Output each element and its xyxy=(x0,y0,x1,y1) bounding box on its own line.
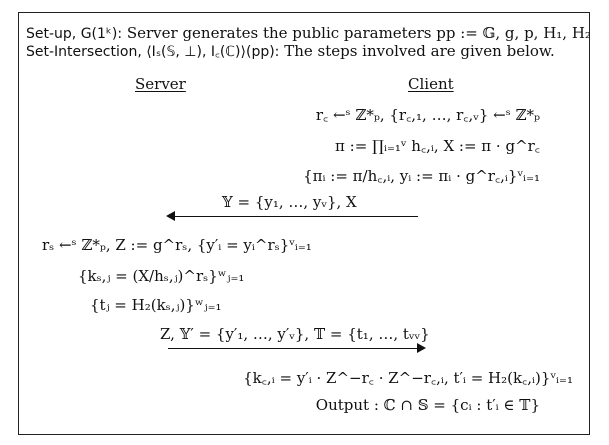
client-final-step-1: {k꜀,ᵢ = y′ᵢ · Z^−r꜀ · Z^−r꜀,ᵢ, t′ᵢ = H₂(k꜀,ᵢ)}ᵛᵢ₌₁ xyxy=(243,369,573,387)
intersection-label: Set-Intersection, ⟨Iₛ(𝕊, ⊥), I꜀(ℂ)⟩(pp): xyxy=(26,44,280,60)
client-step-1: r꜀ ←ˢ ℤ*ₚ, {r꜀,₁, …, r꜀,ᵥ} ←ˢ ℤ*ₚ xyxy=(315,106,540,124)
client-column-heading: Client xyxy=(408,75,454,93)
setup-line xyxy=(26,24,591,43)
client-step-2: π := ∏ᵢ₌₁ᵛ h꜀,ᵢ, X := π · g^r꜀ xyxy=(335,137,540,155)
client-output: Output : ℂ ∩ 𝕊 = {cᵢ : t′ᵢ ∈ 𝕋} xyxy=(315,396,540,414)
setup-text: Server generates the public parameters pp := 𝔾, g, p, H₁, H₂ xyxy=(126,24,591,42)
client-step-3: {πᵢ := π/h꜀,ᵢ, yᵢ := πᵢ · g^r꜀,ᵢ}ᵛᵢ₌₁ xyxy=(303,167,540,185)
arrow-server-to-client xyxy=(168,348,424,349)
setup-label: Set-up, G(1ᵏ): xyxy=(26,26,123,42)
intersection-text: The steps involved are given below. xyxy=(284,42,555,60)
server-column-heading: Server xyxy=(135,75,186,93)
intersection-line xyxy=(26,42,555,61)
server-step-2: {kₛ,ⱼ = (X/hₛ,ⱼ)^rₛ}ʷⱼ₌₁ xyxy=(78,267,245,285)
arrow-client-to-server xyxy=(168,216,418,217)
server-step-3: {tⱼ = H₂(kₛ,ⱼ)}ʷⱼ₌₁ xyxy=(90,296,222,314)
message-to-client: Z, 𝕐′ = {y′₁, …, y′ᵥ}, 𝕋 = {t₁, …, tᵥᵥ} xyxy=(160,325,430,343)
message-to-server: 𝕐 = {y₁, …, yᵥ}, X xyxy=(222,193,357,211)
server-step-1: rₛ ←ˢ ℤ*ₚ, Z := g^rₛ, {y′ᵢ = yᵢ^rₛ}ᵛᵢ₌₁ xyxy=(42,236,312,254)
